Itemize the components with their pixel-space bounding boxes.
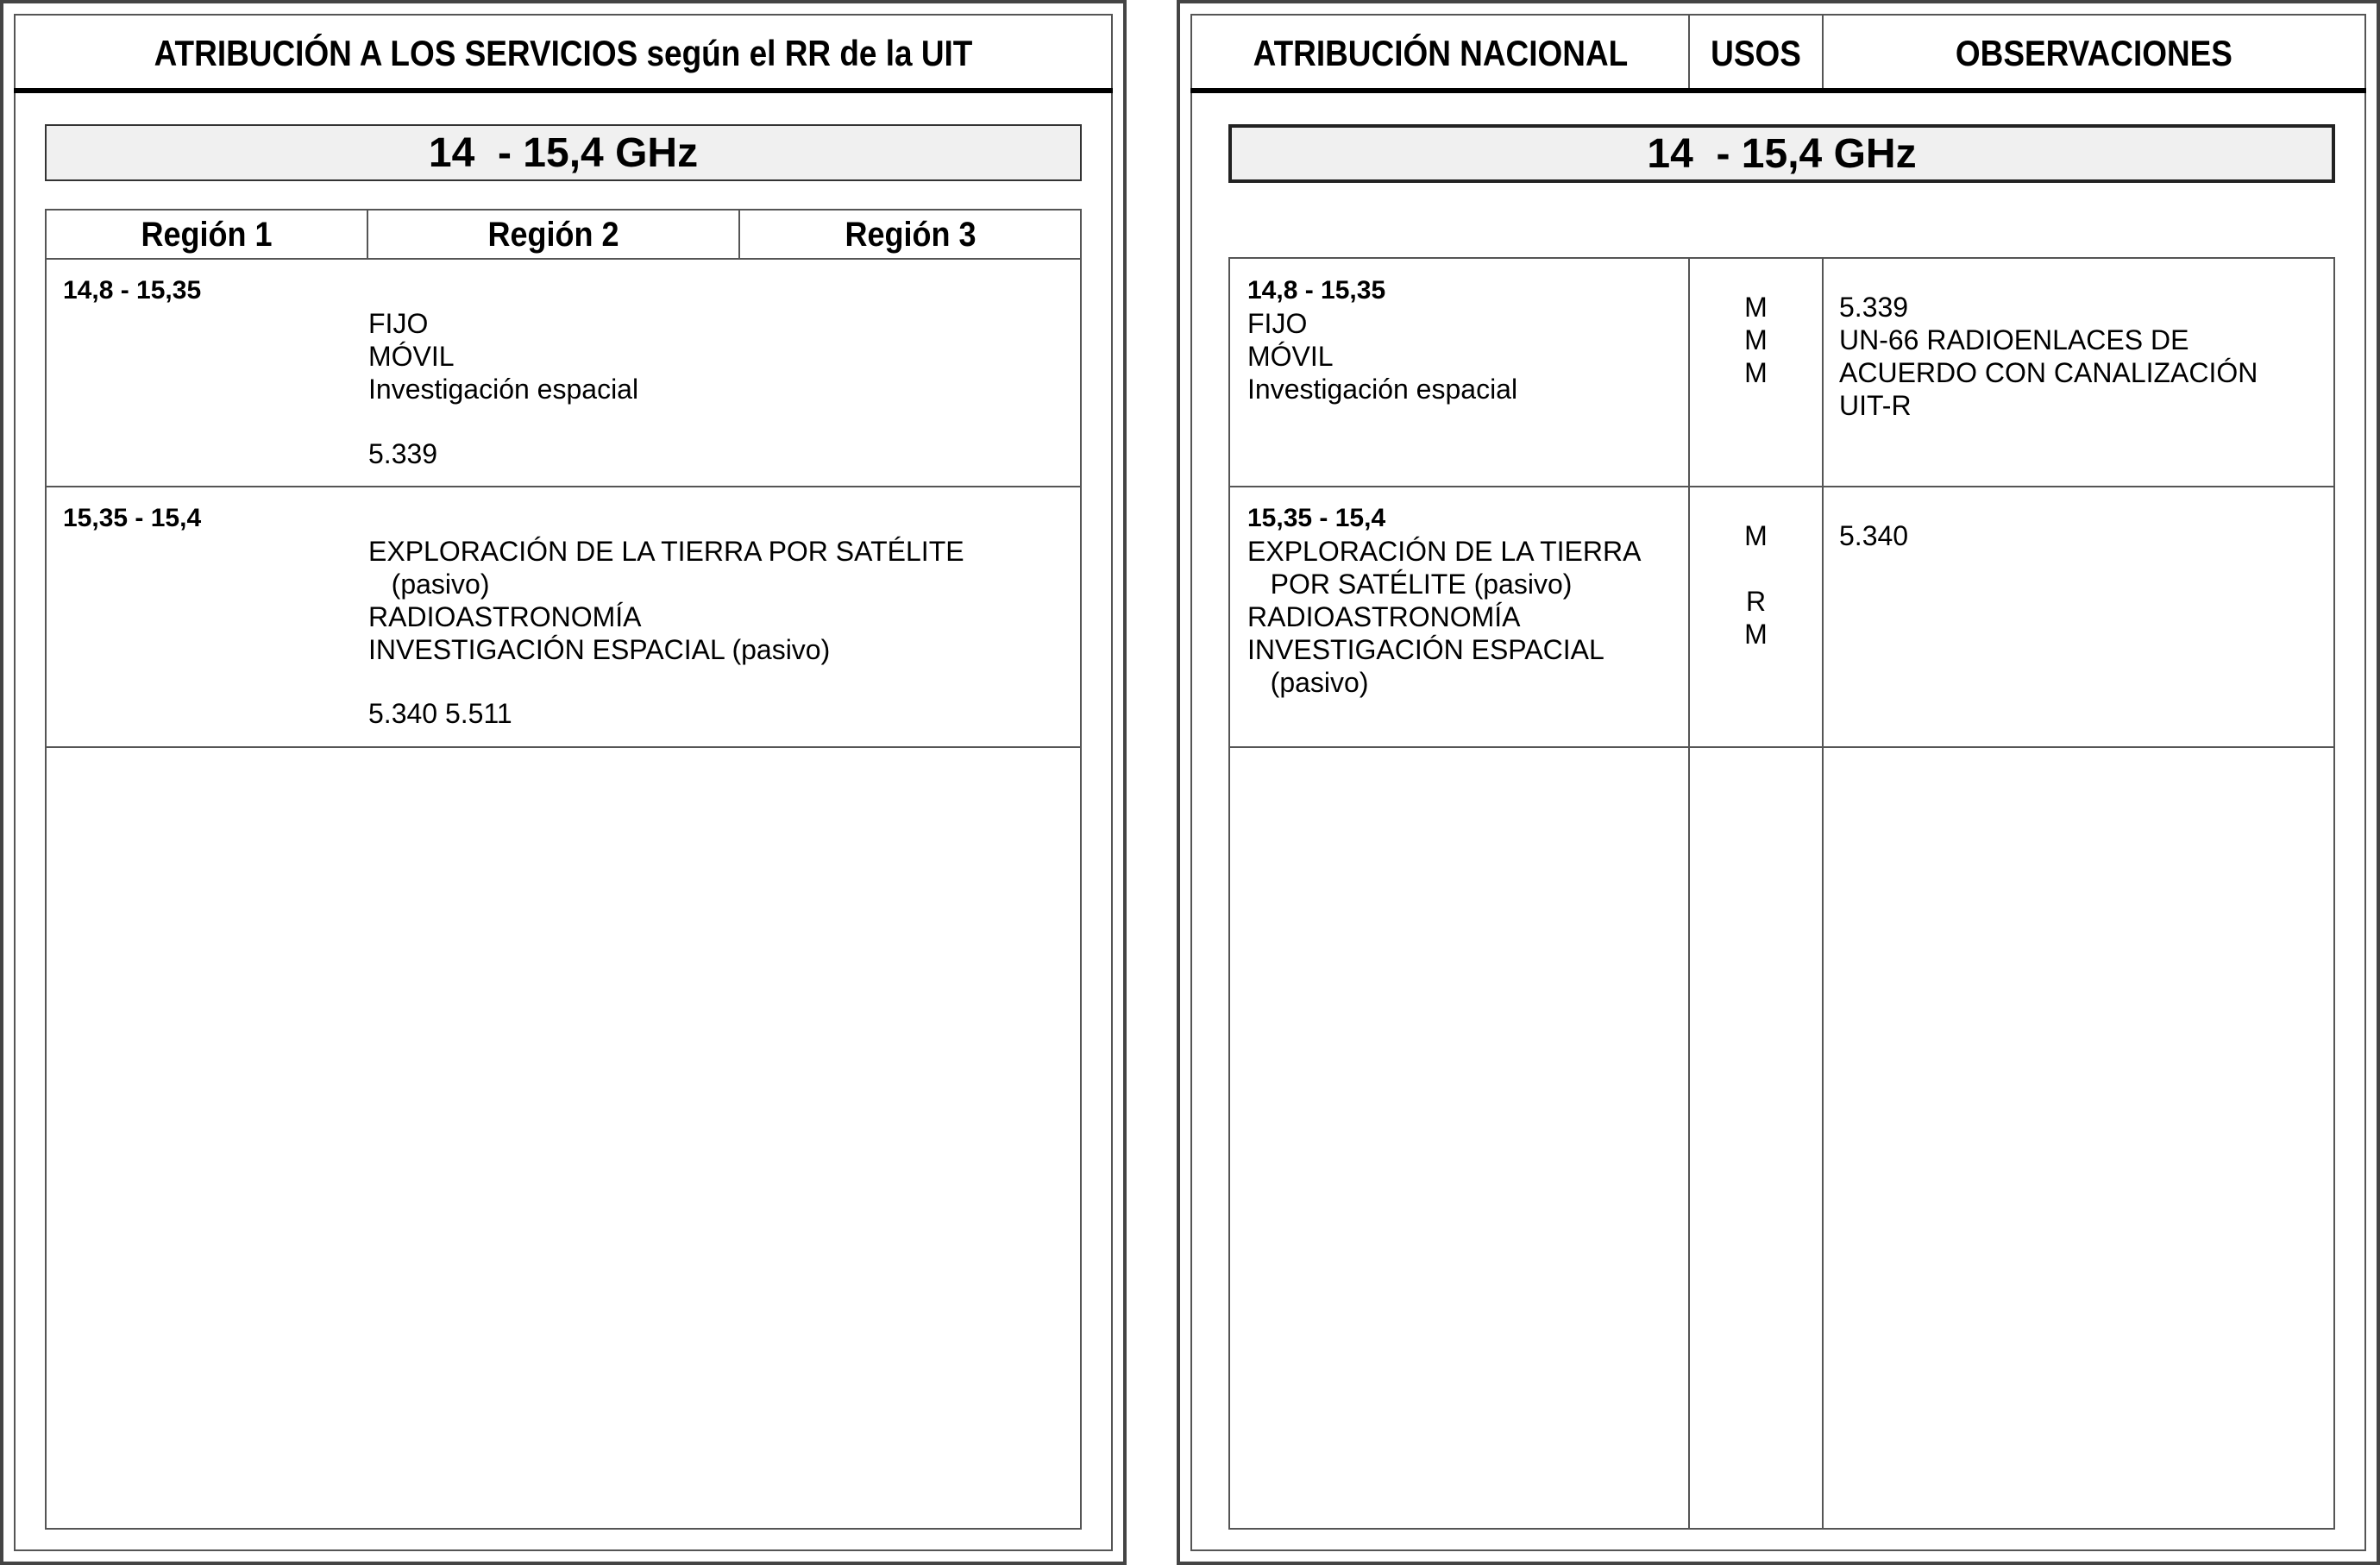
right-row-1-services: FIJO MÓVIL Investigación espacial [1247, 308, 1518, 405]
left-row-2-services: EXPLORACIÓN DE LA TIERRA POR SATÉLITE (pasivo) RADIOASTRONOMÍA INVESTIGACIÓN ESPACIAL (pasivo) [368, 536, 964, 665]
national-allocation-header: ATRIBUCIÓN NACIONAL [1253, 33, 1628, 73]
right-row-divider-2 [1228, 746, 2335, 748]
right-row-1-frequency: 14,8 - 15,35 [1247, 276, 1386, 305]
left-header-divider [14, 88, 1113, 93]
region-table [45, 209, 1082, 1530]
left-row-divider-2 [45, 746, 1082, 748]
region-2-header: Región 2 [487, 215, 619, 254]
right-band-title: 14 - 15,4 GHz [1228, 124, 2335, 183]
left-row-2-footnotes: 5.340 5.511 [368, 698, 512, 729]
national-col-divider-2 [1822, 257, 1824, 1530]
usos-header: USOS [1711, 33, 1801, 73]
right-header-underline [1190, 88, 2366, 93]
right-row-2-frequency: 15,35 - 15,4 [1247, 504, 1386, 532]
right-row-2-usos: M R M [1744, 520, 1768, 650]
left-row-1-frequency: 14,8 - 15,35 [63, 276, 202, 305]
observaciones-header: OBSERVACIONES [1955, 33, 2233, 73]
left-row-divider-1 [45, 486, 1082, 487]
region-3-header: Región 3 [845, 215, 976, 254]
right-row-1-usos: M M M [1744, 292, 1768, 388]
region-1-header: Región 1 [140, 215, 273, 254]
left-band-title: 14 - 15,4 GHz [45, 124, 1082, 181]
right-row-1-observaciones: 5.339 UN-66 RADIOENLACES DE ACUERDO CON CANALIZACIÓN UIT-R [1839, 292, 2258, 421]
national-table [1228, 257, 2335, 1530]
national-col-divider-1 [1688, 257, 1690, 1530]
left-row-2-frequency: 15,35 - 15,4 [63, 504, 202, 532]
left-panel-title: ATRIBUCIÓN A LOS SERVICIOS según el RR de la UIT [154, 33, 973, 73]
right-row-2-observaciones: 5.340 [1839, 520, 1909, 551]
right-row-2-services: EXPLORACIÓN DE LA TIERRA POR SATÉLITE (pasivo) RADIOASTRONOMÍA INVESTIGACIÓN ESPACIAL (pasivo) [1247, 536, 1642, 698]
left-row-1-footnotes: 5.339 [368, 438, 438, 469]
right-row-divider-1 [1228, 486, 2335, 487]
left-row-1-services: FIJO MÓVIL Investigación espacial [368, 308, 639, 405]
